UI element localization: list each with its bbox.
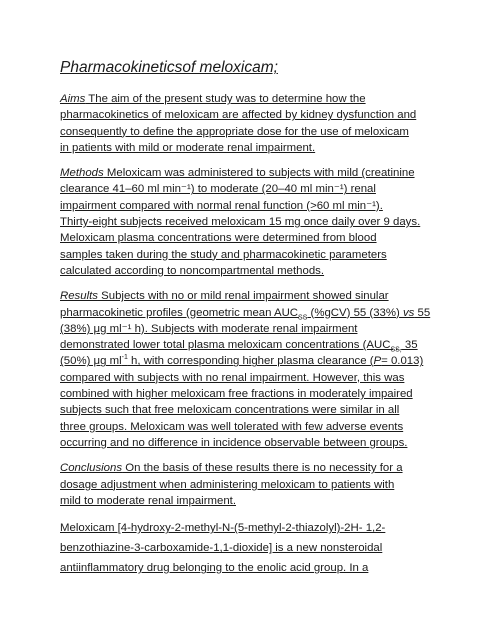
methods-line-4: Thirty-eight subjects received meloxicam 15 mg once daily over 9 days. (60, 216, 421, 229)
aims-line-3: consequently to define the appropriate dose for the use of meloxicam (60, 125, 409, 138)
conclusions-paragraph (60, 460, 436, 509)
aims-line-1: Aims The aim of the present study was to determine how the (60, 93, 366, 105)
aims-heading: Aims (60, 93, 86, 105)
aims-line-4: in patients with mild or moderate renal impairment. (60, 141, 316, 154)
results-line-8: subjects such that free meloxicam concentrations were similar in all (60, 404, 400, 417)
body-line-2: benzothiazine-3-carboxamide-1,1-dioxide] is a new nonsteroidal (60, 542, 383, 555)
methods-heading: Methods (60, 167, 104, 180)
results-line-5: (50%) μg $ml^{-1}$ h, with corresponding higher plasma clearance (P= 0.013) (60, 354, 424, 368)
results-paragraph (60, 288, 436, 451)
methods-paragraph (60, 165, 436, 279)
results-line-7: combined with higher meloxicam free fractions in moderately impaired (60, 388, 413, 401)
methods-line-6: samples taken during the study and pharmacokinetic parameters (60, 248, 387, 261)
results-line-10: occurring and no difference in incidence observable between groups. (60, 436, 408, 449)
results-line-6: compared with subjects with no renal impairment. However, this was (60, 371, 405, 384)
methods-line-2: clearance 41–60 ml min⁻¹) to moderate (20–40 ml min⁻¹) renal (60, 183, 376, 196)
conclusions-line-2: dosage adjustment when administering meloxicam to patients with (60, 478, 395, 491)
document-title: Pharmacokineticsof meloxicam; (60, 59, 278, 76)
conclusions-line-3: mild to moderate renal impairment. (60, 494, 236, 507)
results-line-1: Results Subjects with no or mild renal impairment showed sinular (60, 290, 389, 303)
methods-line-7: calculated according to noncompartmental methods. (60, 264, 325, 277)
conclusions-line-1: Conclusions On the basis of these results there is no necessity for a (60, 462, 403, 475)
conclusions-heading: Conclusions (60, 462, 123, 475)
results-line-2: pharmacokinetic profiles (geometric mean $AUC_{SS}$ (%gCV) 55 (33%) vs 55 (60, 306, 431, 321)
results-line-9: three groups. Meloxicam was well tolerated with few adverse events (60, 420, 404, 433)
methods-line-3: impairment compared with normal renal function (>60 ml min⁻¹). (60, 199, 383, 212)
aims-paragraph (60, 91, 436, 156)
results-heading: Results (60, 290, 98, 303)
body-paragraph (60, 518, 436, 578)
results-line-3: (38%) μg ml⁻¹ h). Subjects with moderate renal impairment (60, 322, 358, 335)
body-line-1: Meloxicam [4-hydroxy-2-methyl-N-(5-methyl-2-thiazolyl)-2H- 1,2- (60, 522, 386, 535)
body-line-3: antiinflammatory drug belonging to the enolic acid group. In a (60, 562, 369, 575)
methods-line-1: Methods Meloxicam was administered to subjects with mild (creatinine (60, 167, 415, 180)
results-line-4: demonstrated lower total plasma meloxicam concentrations ($AUC_{SS,}$ 35 (60, 339, 418, 354)
methods-line-5: Meloxicam plasma concentrations were determined from blood (60, 232, 377, 245)
aims-line-2: pharmacokinetics of meloxicam are affected by kidney dysfunction and (60, 109, 417, 122)
document-page (60, 58, 436, 587)
